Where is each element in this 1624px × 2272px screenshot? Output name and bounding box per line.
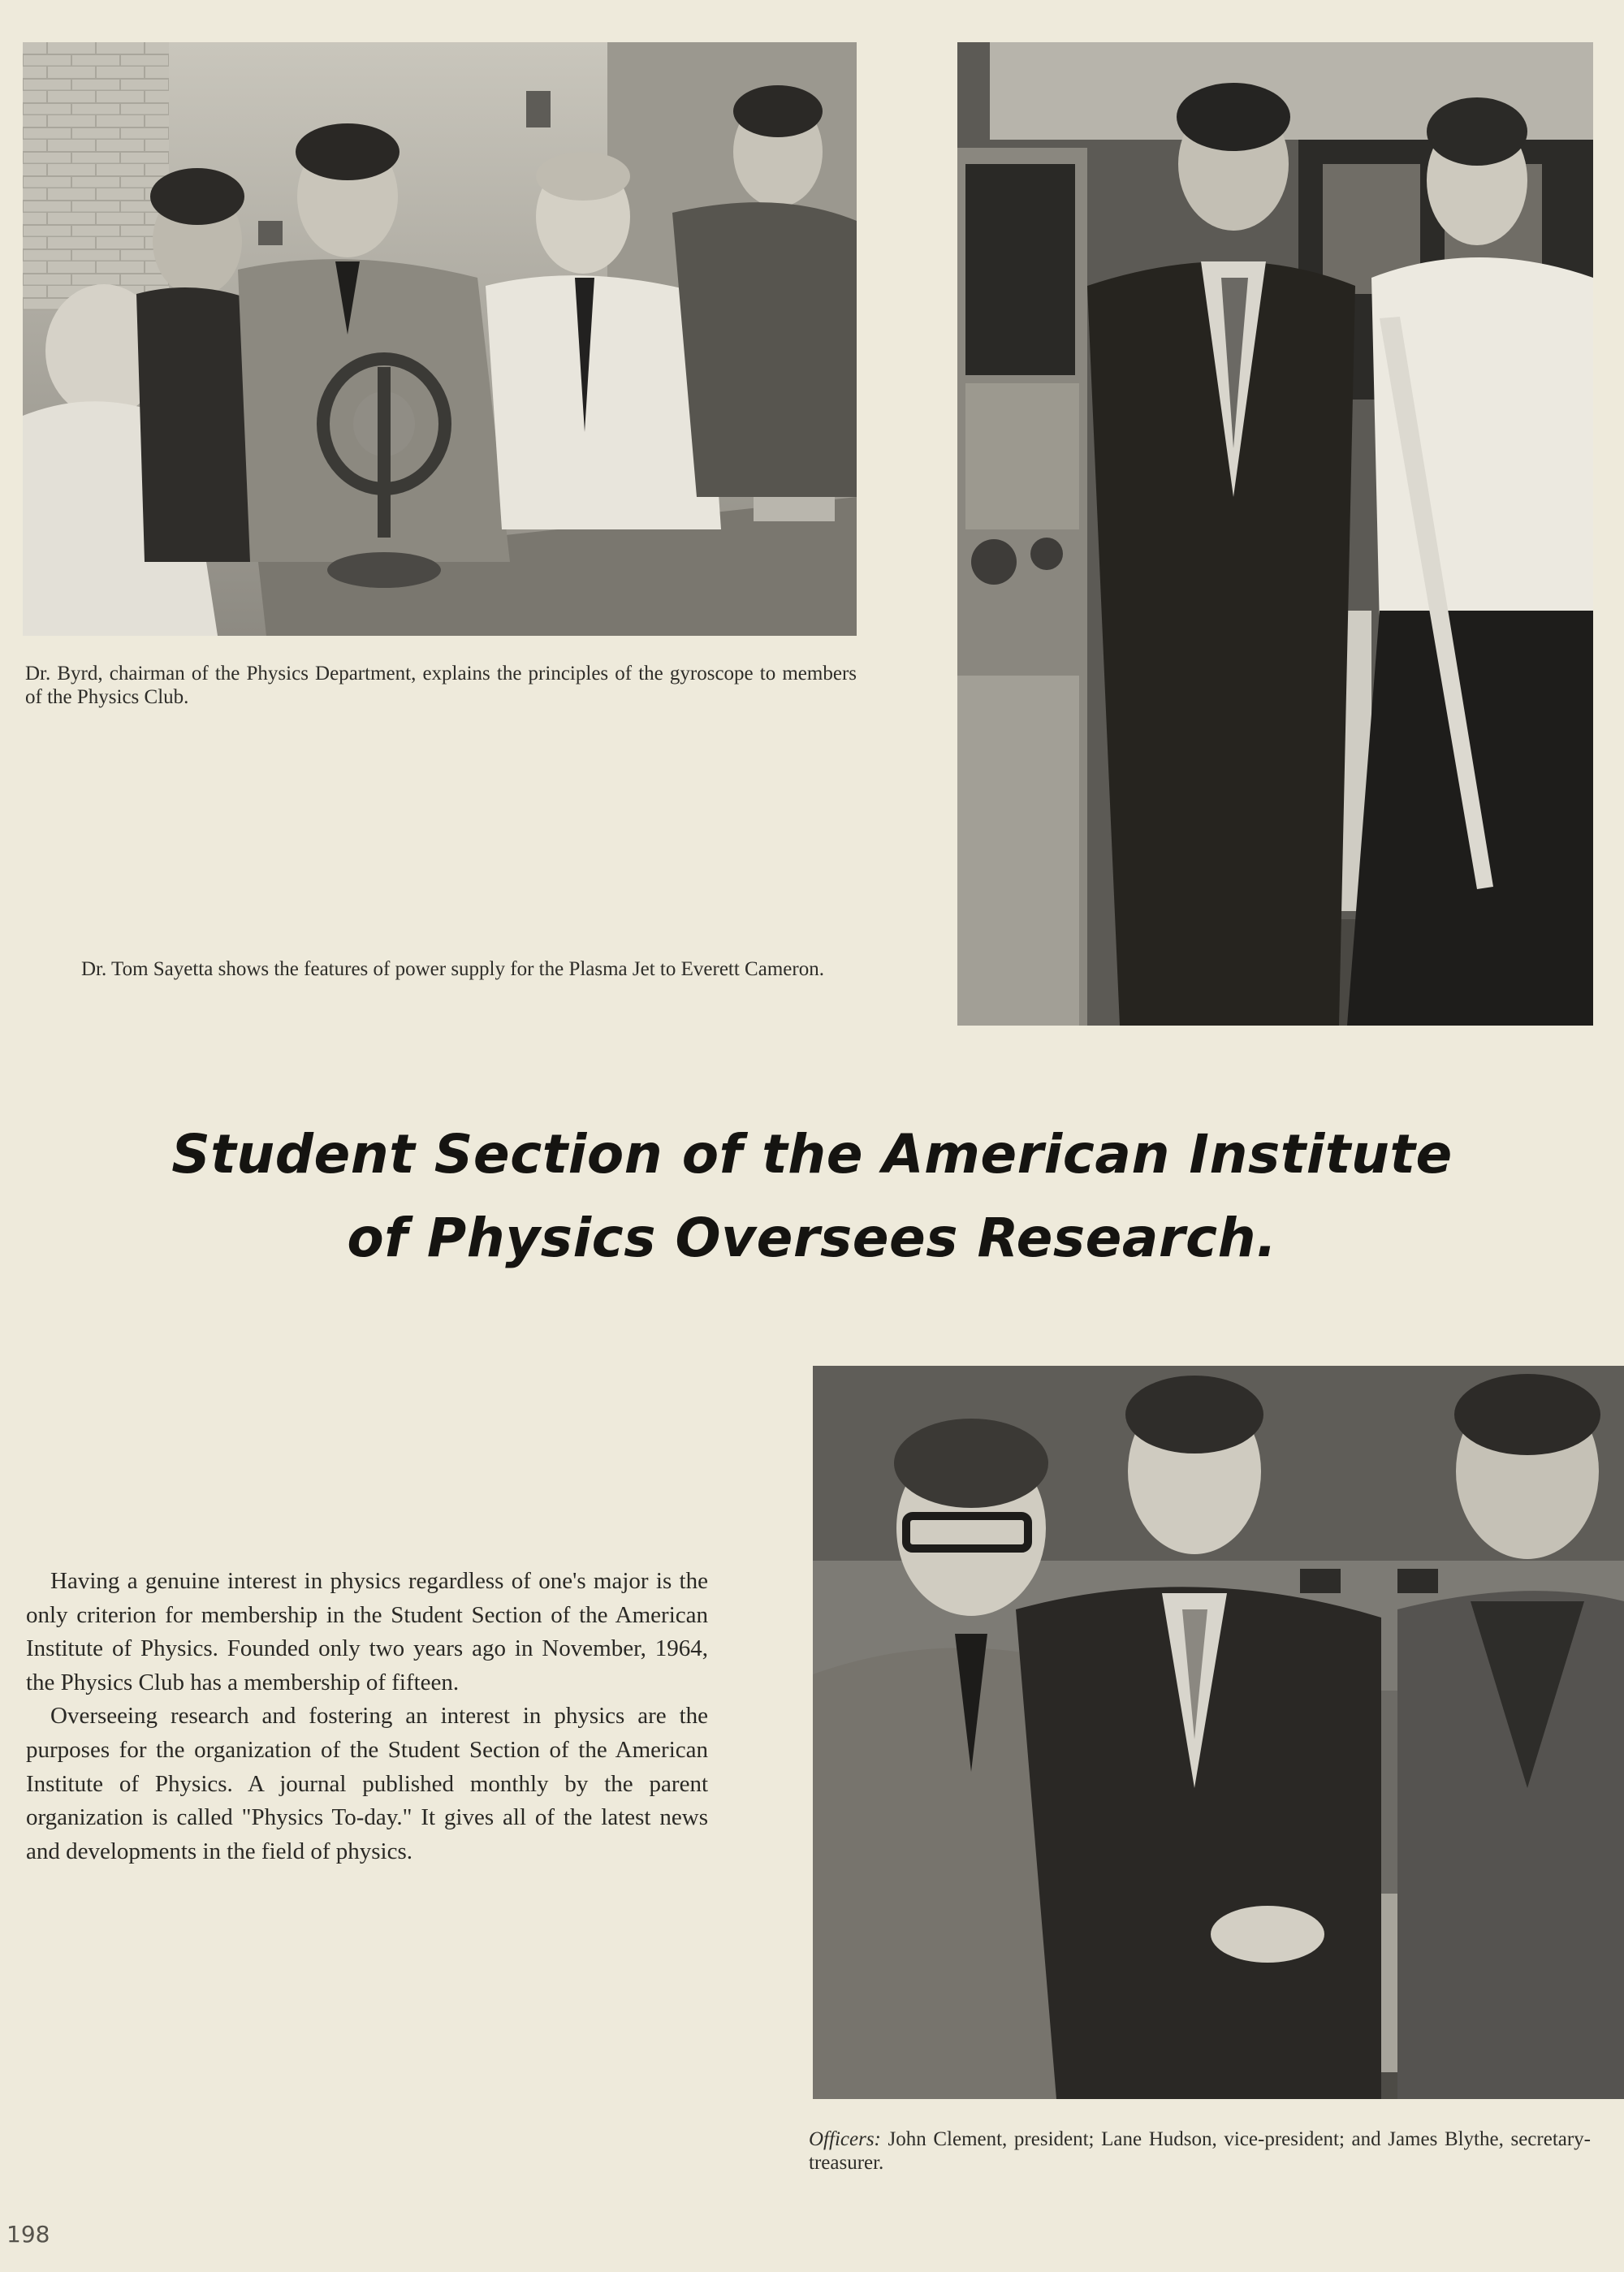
caption-officers-text: John Clement, president; Lane Hudson, vice-president; and James Blythe, secretary-treasurer. xyxy=(809,2128,1592,2174)
body-paragraph-2: Overseeing research and fostering an interest in physics are the purposes for the organization of the Student Section of the American Institute of Physics. A journal published monthly by the parent organization is called "Physics To-day." It gives all of the latest news and developments in the field of physics. xyxy=(26,1703,708,1864)
caption-plasma-jet: Dr. Tom Sayetta shows the features of power supply for the Plasma Jet to Everett Cameron. xyxy=(81,958,824,980)
photo-plasma-jet-power-supply xyxy=(957,42,1593,1026)
article-body xyxy=(26,1565,708,1868)
body-paragraph-1: Having a genuine interest in physics regardless of one's major is the only criterion for membership in the Student Section of the American Institute of Physics. Founded only two years ago in November, 1964, the Physics Club has a membership of fifteen. xyxy=(26,1568,708,1695)
caption-gyroscope: Dr. Byrd, chairman of the Physics Department, explains the principles of the gyroscope to members of the Physics Club. xyxy=(25,663,857,708)
caption-officers xyxy=(809,2127,1591,2175)
photo-club-officers xyxy=(813,1366,1624,2099)
caption-officers-label: Officers: xyxy=(809,2128,881,2150)
page-number: 198 xyxy=(6,2221,50,2248)
headline-line-2: of Physics Oversees Research. xyxy=(347,1207,1277,1269)
photo-gyroscope-demonstration xyxy=(23,42,857,636)
headline-line-1: Student Section of the American Institute xyxy=(171,1123,1453,1186)
page-headline xyxy=(0,1112,1624,1280)
